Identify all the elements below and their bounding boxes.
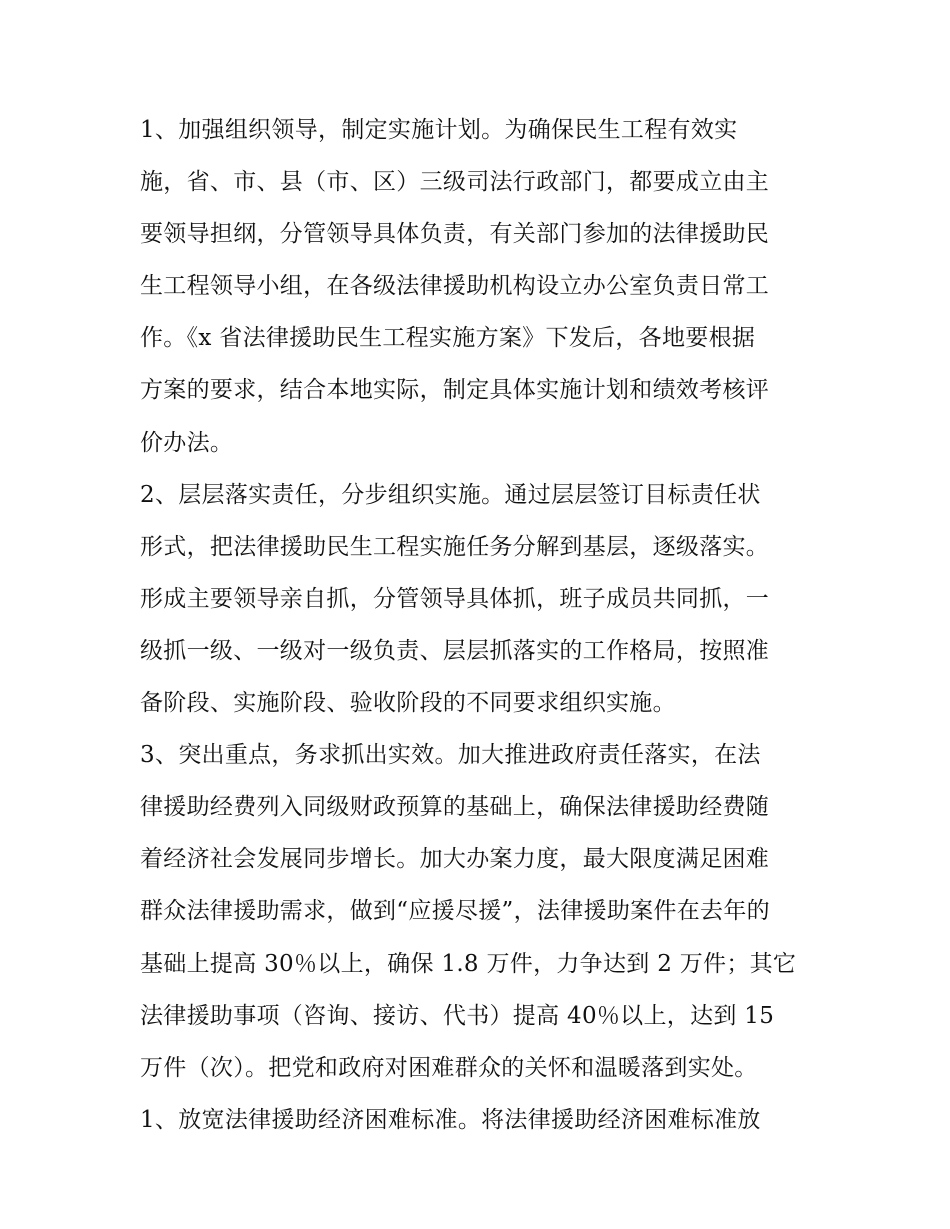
text-line-11: 级抓一级、一级对一级负责、层层抓落实的工作格局，按照准 <box>140 637 770 664</box>
text-line-18: 法律援助事项（咨询、接访、代书）提高 40％以上，达到 15 <box>140 1002 775 1029</box>
text-line-16: 群众法律援助需求，做到“应援尽援”，法律援助案件在去年的 <box>140 898 770 925</box>
text-line-9: 形式，把法律援助民生工程实施任务分解到基层，逐级落实。 <box>140 533 770 560</box>
text-line-10: 形成主要领导亲自抓，分管领导具体抓，班子成员共同抓，一 <box>140 585 770 612</box>
text-line-4: 生工程领导小组，在各级法律援助机构设立办公室负责日常工 <box>140 273 770 300</box>
text-line-5: 作。《x 省法律援助民生工程实施方案》下发后，各地要根据 <box>140 325 756 352</box>
text-line-7: 价办法。 <box>140 429 234 456</box>
text-line-12: 备阶段、实施阶段、验收阶段的不同要求组织实施。 <box>140 690 676 717</box>
text-line-13: 3、突出重点，务求抓出实效。加大推进政府责任落实，在法 <box>140 742 761 769</box>
text-line-8: 2、层层落实责任，分步组织实施。通过层层签订目标责任状 <box>140 481 761 508</box>
text-line-20: 1、放宽法律援助经济困难标准。将法律援助经济困难标准放 <box>140 1106 761 1133</box>
text-line-1: 1、加强组织领导，制定实施计划。为确保民生工程有效实 <box>140 117 738 143</box>
text-line-15: 着经济社会发展同步增长。加大办案力度，最大限度满足困难 <box>140 846 770 873</box>
text-line-6: 方案的要求，结合本地实际，制定具体实施计划和绩效考核评 <box>140 377 770 404</box>
text-line-2: 施，省、市、县（市、区）三级司法行政部门，都要成立由主 <box>140 169 770 196</box>
text-line-14: 律援助经费列入同级财政预算的基础上，确保法律援助经费随 <box>140 794 770 821</box>
text-line-17: 基础上提高 30％以上，确保 1.8 万件，力争达到 2 万件；其它 <box>140 950 797 977</box>
text-line-19: 万件（次）。把党和政府对困难群众的关怀和温暖落到实处。 <box>140 1054 758 1081</box>
document-body <box>140 104 820 1146</box>
text-line-3: 要领导担纲，分管领导具体负责，有关部门参加的法律援助民 <box>140 221 770 248</box>
